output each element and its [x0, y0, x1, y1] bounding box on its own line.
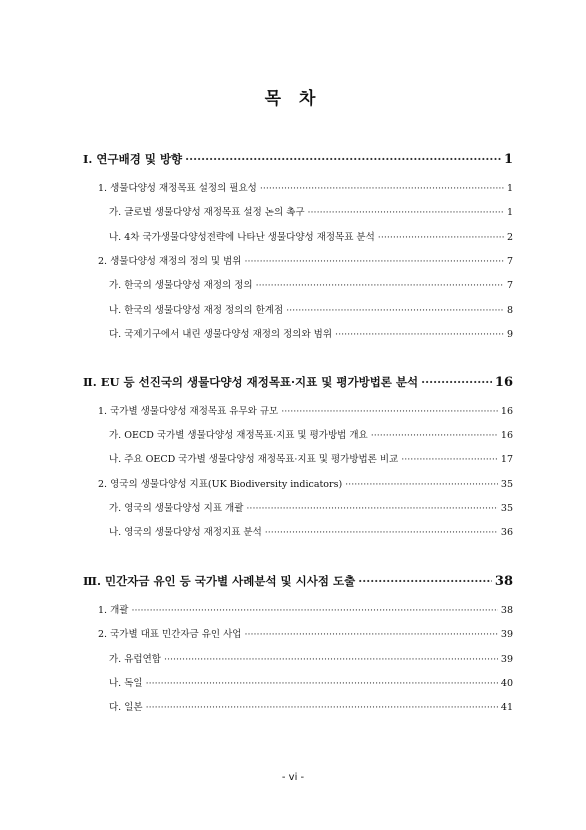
toc-entry[interactable] [98, 180, 513, 194]
toc-entry-label: 나. 독일 [109, 678, 143, 689]
leader-dots [185, 152, 501, 166]
toc-entry[interactable] [109, 326, 513, 340]
leader-dots [345, 479, 498, 490]
toc-entry-label: Ⅰ. 연구배경 및 방향 [83, 152, 183, 166]
toc-entry-page: 38 [500, 605, 513, 616]
toc-entry-page: 16 [494, 375, 513, 390]
toc-entry-label: 2. 생물다양성 재정의 정의 및 범위 [98, 256, 242, 267]
leader-dots [421, 375, 492, 389]
toc-entry-label: 1. 국가별 생물다양성 재정목표 유무와 규모 [98, 406, 279, 417]
leader-dots [281, 406, 498, 417]
toc-entry-label: 나. 한국의 생물다양성 재정 정의의 한계점 [109, 305, 284, 316]
leader-dots [286, 305, 504, 316]
toc-entry-label: 나. 4차 국가생물다양성전략에 나타난 생물다양성 재정목표 분석 [109, 232, 375, 243]
leader-dots [371, 430, 498, 441]
toc-entry[interactable] [109, 302, 513, 316]
toc-entry-label: 나. 주요 OECD 국가별 생물다양성 재정목표·지표 및 평가방법론 비교 [109, 454, 399, 465]
toc-entry-label: 나. 영국의 생물다양성 재정지표 분석 [109, 527, 262, 538]
leader-dots [378, 232, 504, 243]
toc-entry-page: 39 [500, 629, 513, 640]
page-title: 목 차 [264, 89, 322, 109]
toc-entry-page: 16 [500, 406, 513, 417]
toc-entry-label: 1. 생물다양성 재정목표 설정의 필요성 [98, 183, 257, 194]
toc-entry-label: 2. 영국의 생물다양성 지표(UK Biodiversity indicators) [98, 479, 343, 490]
toc-entry[interactable] [98, 602, 513, 616]
toc-entry-page: 8 [506, 305, 513, 316]
leader-dots [244, 629, 497, 640]
toc-entry[interactable] [98, 253, 513, 267]
toc-entry-page: 16 [500, 430, 513, 441]
page-number-footer: - vi - [281, 772, 305, 783]
toc-entry[interactable] [109, 451, 513, 465]
leader-dots [260, 183, 504, 194]
leader-dots [401, 454, 498, 465]
toc-entry[interactable] [109, 699, 513, 713]
toc-entry[interactable] [109, 427, 513, 441]
toc-entry-page: 36 [500, 527, 513, 538]
toc-entry-label: 가. 한국의 생물다양성 재정의 정의 [109, 280, 253, 291]
leader-dots [146, 702, 498, 713]
leader-dots [146, 678, 498, 689]
toc-entry-page: 1 [503, 152, 513, 167]
toc-entry-page: 7 [506, 280, 513, 291]
toc-entry-label: 가. 유럽연합 [109, 654, 161, 665]
toc-entry[interactable] [109, 277, 513, 291]
leader-dots [265, 527, 498, 538]
toc-entry-label: 다. 국제기구에서 내린 생물다양성 재정의 정의와 범위 [109, 329, 333, 340]
toc-entry[interactable] [98, 476, 513, 490]
toc-entry-page: 41 [500, 702, 513, 713]
leader-dots [358, 574, 492, 588]
leader-dots [308, 207, 504, 218]
toc-entry[interactable] [109, 524, 513, 538]
toc-entry[interactable] [83, 374, 513, 390]
leader-dots [164, 654, 498, 665]
leader-dots [131, 605, 497, 616]
toc-entry-page: 40 [500, 678, 513, 689]
toc-entry[interactable] [109, 204, 513, 218]
toc-entry-label: 2. 국가별 대표 민간자금 유인 사업 [98, 629, 242, 640]
leader-dots [246, 503, 498, 514]
leader-dots [256, 280, 504, 291]
toc-entry-page: 2 [506, 232, 513, 243]
toc-entry-page: 39 [500, 654, 513, 665]
toc-entry-label: 가. OECD 국가별 생물다양성 재정목표·지표 및 평가방법 개요 [109, 430, 368, 441]
toc-entry-page: 9 [506, 329, 513, 340]
toc-entry[interactable] [109, 500, 513, 514]
toc-entry[interactable] [98, 403, 513, 417]
toc-entry-label: Ⅱ. EU 등 선진국의 생물다양성 재정목표·지표 및 평가방법론 분석 [83, 375, 419, 389]
toc-entry[interactable] [98, 626, 513, 640]
toc-entry-page: 35 [500, 479, 513, 490]
toc-entry-page: 35 [500, 503, 513, 514]
leader-dots [244, 256, 503, 267]
toc-entry-label: 1. 개괄 [98, 605, 129, 616]
toc-entry-label: 가. 글로벌 생물다양성 재정목표 설정 논의 촉구 [109, 207, 305, 218]
toc-entry[interactable] [109, 229, 513, 243]
toc-entry-label: 다. 일본 [109, 702, 143, 713]
toc-entry[interactable] [109, 651, 513, 665]
toc-entry-page: 17 [500, 454, 513, 465]
toc-entry[interactable] [83, 151, 513, 167]
toc-entry-page: 7 [506, 256, 513, 267]
toc-entry-label: Ⅲ. 민간자금 유인 등 국가별 사례분석 및 시사점 도출 [83, 574, 356, 588]
toc-entry-label: 가. 영국의 생물다양성 지표 개괄 [109, 503, 244, 514]
toc-entry-page: 1 [506, 207, 513, 218]
toc-entry[interactable] [109, 675, 513, 689]
leader-dots [335, 329, 504, 340]
toc-entry-page: 38 [494, 574, 513, 589]
toc-entry[interactable] [83, 573, 513, 589]
toc-entry-page: 1 [506, 183, 513, 194]
